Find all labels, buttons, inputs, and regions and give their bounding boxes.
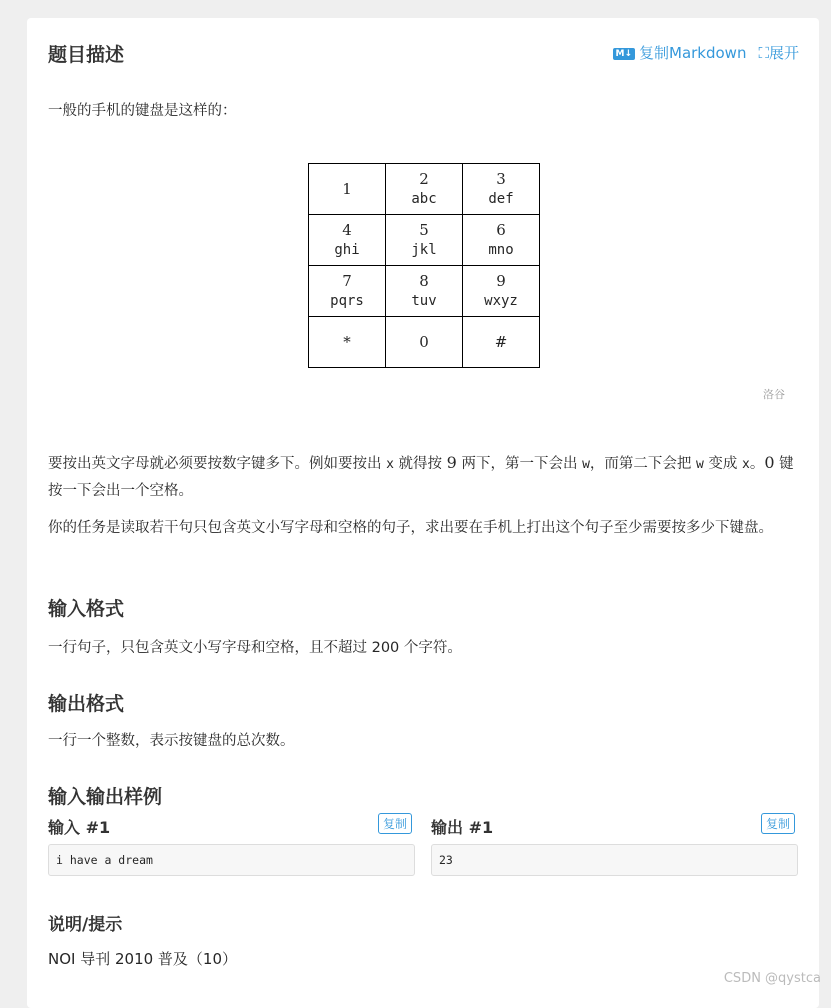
keypad-key: 5 jkl [386,215,463,266]
section-title-output-format: 输出格式 [48,693,125,715]
section-title-input-format: 输入格式 [48,598,125,620]
intro-text: 一般的手机的键盘是这样的： [48,103,237,119]
copy-markdown-button[interactable] [613,42,747,63]
expand-label: 展开 [768,44,799,62]
expand-icon: ⛶ [758,44,769,62]
sample-output-label: 输出 #1 [431,818,494,837]
section-title-hint: 说明/提示 [48,915,123,935]
copy-input-button[interactable]: 复制 [378,813,412,834]
copy-output-button[interactable]: 复制 [761,813,795,834]
paragraph-2: 你的任务是读取若干句只包含英文小写字母和空格的句子，求出要在手机上打出这个句子至少需要按多少下键盘。 [48,520,773,536]
keypad-key: 9 wxyz [463,266,540,317]
keypad-key: 8 tuv [386,266,463,317]
section-title-description: 题目描述 [48,44,125,66]
sample-input-box[interactable]: i have a dream [48,844,415,876]
output-format-text: 一行一个整数，表示按键盘的总次数。 [48,733,295,749]
keypad-key: 1 [309,164,386,215]
keypad-key: 0 [386,317,463,368]
expand-button[interactable] [758,42,799,63]
input-format-text: 一行句子，只包含英文小写字母和空格，且不超过 200 个字符。 [48,640,462,656]
section-title-samples: 输入输出样例 [48,786,163,808]
sample-output-box[interactable]: 23 [431,844,798,876]
markdown-icon: M↓ [613,48,636,60]
image-caption: 洛谷 [763,388,785,401]
paragraph-1: 要按出英文字母就必须要按数字键多下。例如要按出 x 就得按 9 两下，第一下会出 w，而第二下会把 w 变成 x。0 键按一下会出一个空格。 [48,453,794,499]
keypad-key: # [463,317,540,368]
keypad-key: 7 pqrs [309,266,386,317]
hint-text: NOI 导刊 2010 普及（10） [48,950,238,968]
keypad-key: 4 ghi [309,215,386,266]
keypad-image [308,163,540,368]
watermark: CSDN @qystca [723,971,821,986]
header-actions [613,42,800,63]
keypad-key: * [309,317,386,368]
keypad-key: 3 def [463,164,540,215]
copy-markdown-label: 复制Markdown [639,44,747,62]
problem-card [27,18,819,1008]
keypad-key: 6 mno [463,215,540,266]
keypad-key: 2 abc [386,164,463,215]
sample-input-label: 输入 #1 [48,818,111,837]
